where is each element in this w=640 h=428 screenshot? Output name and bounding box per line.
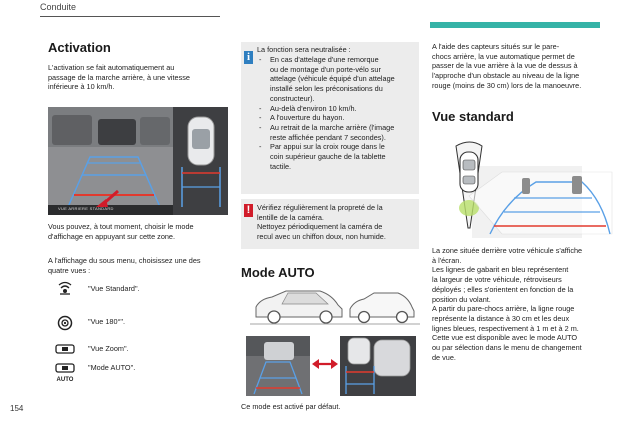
activation-intro: L'activation se fait automatiquement au passage de la marche arrière, à une vitesse inférieure à 10 km/h. bbox=[48, 63, 190, 92]
mode-select-text: Vous pouvez, à tout moment, choisir le mode d'affichage en appuyant sur cette zone. bbox=[48, 222, 194, 241]
accent-bar bbox=[430, 22, 600, 28]
menu-item-zoom: "Vue Zoom". bbox=[88, 344, 129, 353]
info-item: - En cas d'attelage d'une remorque ou de montage d'un porte-vélo sur attelage (véhicule équipé d'un attelage installé selon les préconisations du constructeur). bbox=[257, 55, 419, 104]
auto-description: A l'aide des capteurs situés sur le pare- chocs arrière, la vue automatique permet de passer de la vue arrière à la vue de dessus à l'approche d'un obstacle au niveau de la ligne rouge (moins de 30 cm) lors de la manoeuvre. bbox=[432, 42, 582, 90]
menu-item-180: "Vue 180°". bbox=[88, 317, 126, 326]
mode-auto-title: Mode AUTO bbox=[241, 265, 315, 280]
transition-arrow-icon bbox=[312, 357, 338, 371]
auto-mode-icon bbox=[54, 362, 76, 383]
info-icon: i bbox=[244, 51, 253, 64]
auto-icon-text: AUTO bbox=[56, 377, 74, 383]
menu-item-standard: "Vue Standard". bbox=[88, 284, 140, 293]
menu-item-auto: "Mode AUTO". bbox=[88, 363, 136, 372]
info-box bbox=[241, 42, 419, 194]
info-title: La fonction sera neutralisée : bbox=[257, 45, 351, 54]
warning-text: Vérifiez régulièrement la propreté de la lentille de la caméra. Nettoyez périodiquement la caméra de recul avec un chiffon doux, non humide. bbox=[257, 203, 386, 242]
camera-standard-icon bbox=[54, 281, 76, 298]
warning-icon: ! bbox=[244, 204, 253, 217]
submenu-text: A l'affichage du sous menu, choisissez une des quatre vues : bbox=[48, 256, 201, 275]
warning-box bbox=[241, 199, 419, 249]
info-item: - Par appui sur la croix rouge dans le coin supérieur gauche de la tablette tactile. bbox=[257, 142, 419, 171]
rear-camera-screen bbox=[48, 107, 228, 215]
section-header: Conduite bbox=[40, 2, 77, 12]
page-number: 154 bbox=[10, 404, 24, 413]
header-rule bbox=[40, 16, 220, 17]
car-obstacle-illustration bbox=[250, 287, 420, 327]
vue-standard-title: Vue standard bbox=[432, 109, 514, 124]
info-list bbox=[257, 55, 419, 171]
view-180-icon bbox=[54, 315, 76, 334]
zoom-icon bbox=[54, 343, 76, 358]
screen-mode-label[interactable]: VUE ARRIERE STANDARD bbox=[58, 206, 114, 211]
standard-description: La zone située derrière votre véhicule s'affiche à l'écran. Les lignes de gabarit en bleu représentent la largeur de votre véhicule, rétroviseurs déployés ; elles s'orientent en fonction de la position du volant. A partir du pare-chocs arrière, la ligne rouge représente la distance à 30 cm et les deux lignes bleues, respectivement à 1 m et à 2 m. Cette vue est disponible avec le mode AUTO ou par sélection dans le menu de changement de vue. bbox=[432, 246, 583, 362]
info-item: - Au-delà d'environ 10 km/h. bbox=[257, 104, 419, 114]
default-note: Ce mode est activé par défaut. bbox=[241, 402, 341, 411]
rear-camera-view bbox=[48, 107, 228, 215]
activation-title: Activation bbox=[48, 40, 111, 55]
auto-rear-view bbox=[246, 336, 310, 396]
info-item: - Au retrait de la marche arrière (l'image reste affichée pendant 7 secondes). bbox=[257, 123, 419, 142]
standard-view-diagram bbox=[432, 138, 622, 240]
auto-top-view bbox=[340, 336, 416, 396]
info-item: - A l'ouverture du hayon. bbox=[257, 113, 419, 123]
